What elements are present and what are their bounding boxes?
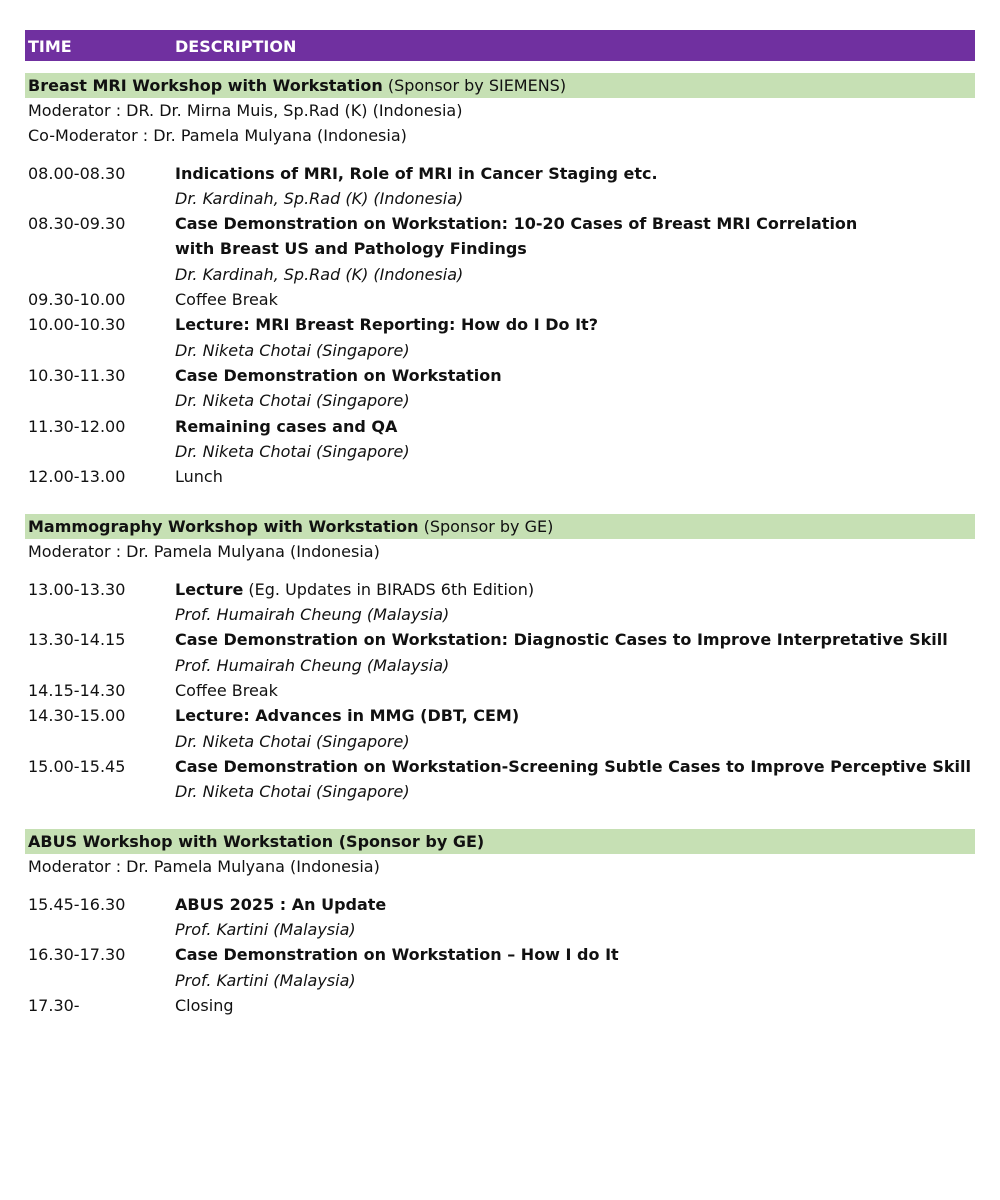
moderator-line: Co-Moderator : Dr. Pamela Mulyana (Indonesia) [28,126,407,146]
session-break: Coffee Break [175,680,278,700]
session-speaker: Dr. Niketa Chotai (Singapore) [175,340,410,360]
session-time: 14.30-15.00 [28,706,126,726]
agenda-sections [25,73,975,1018]
session-time: 11.30-12.00 [28,416,126,436]
moderator-line: Moderator : DR. Dr. Mirna Muis, Sp.Rad (K) (Indonesia) [28,101,463,120]
agenda-section [25,514,975,829]
session-title: Case Demonstration on Workstation – How I do It [175,945,619,965]
session-description [175,414,975,465]
session-title: Case Demonstration on Workstation: Diagnostic Cases to Improve Interpretative Skill [175,630,948,650]
session-speaker: Prof. Kartini (Malaysia) [175,970,356,990]
section-sponsor: (Sponsor by GE) [423,517,554,537]
session-time: 12.00-13.00 [28,467,126,487]
session-title: Remaining cases and QA [175,416,398,436]
session-time: 09.30-10.00 [28,290,126,310]
schedule-row [25,363,975,414]
session-description [175,627,975,678]
session-speaker: Dr. Niketa Chotai (Singapore) [175,731,410,751]
session-description [175,312,975,363]
session-time: 08.30-09.30 [28,214,126,234]
session-speaker: Dr. Kardinah, Sp.Rad (K) (Indonesia) [175,188,464,208]
session-title: Case Demonstration on Workstation-Screening Subtle Cases to Improve Perceptive Skill [175,756,971,776]
header-time: TIME [28,37,72,56]
session-speaker: Dr. Niketa Chotai (Singapore) [175,441,410,461]
session-title: Case Demonstration on Workstation: 10-20 Cases of Breast MRI Correlation [175,214,858,234]
session-time: 16.30-17.30 [28,945,126,965]
moderator-line: Moderator : Dr. Pamela Mulyana (Indonesia) [28,542,380,562]
section-name: ABUS Workshop with Workstation (Sponsor by GE) [28,832,485,852]
session-description [175,211,975,287]
schedule-row [25,161,975,212]
session-description [175,363,975,414]
schedule-row [25,678,975,703]
session-description [175,754,975,805]
session-time: 13.30-14.15 [28,630,126,650]
section-title [25,514,975,539]
session-break: Closing [175,995,234,1015]
session-time: 10.00-10.30 [28,315,126,335]
session-speaker: Prof. Humairah Cheung (Malaysia) [175,655,450,675]
session-title-continued: with Breast US and Pathology Findings [175,239,527,259]
session-time: 15.00-15.45 [28,756,126,776]
session-title: Case Demonstration on Workstation [175,365,502,385]
schedule-row [25,993,975,1018]
schedule-row [25,892,975,943]
schedule-row [25,627,975,678]
session-title: ABUS 2025 : An Update [175,894,387,914]
session-time: 17.30- [28,995,80,1015]
session-time: 15.45-16.30 [28,894,126,914]
session-description [175,464,975,489]
session-break: Coffee Break [175,290,278,310]
session-speaker: Dr. Niketa Chotai (Singapore) [175,391,410,411]
agenda-page [25,30,975,1018]
moderator-line: Moderator : Dr. Pamela Mulyana (Indonesia) [28,857,380,877]
session-title-note: (Eg. Updates in BIRADS 6th Edition) [243,579,535,599]
session-speaker: Prof. Humairah Cheung (Malaysia) [175,605,450,625]
schedule-row [25,942,975,993]
session-time: 13.00-13.30 [28,579,126,599]
session-speaker: Prof. Kartini (Malaysia) [175,920,356,940]
session-description [175,577,975,628]
session-description [175,993,975,1018]
session-speaker: Dr. Niketa Chotai (Singapore) [175,782,410,802]
section-name: Mammography Workshop with Workstation [28,517,419,537]
session-description [175,161,975,212]
schedule-row [25,703,975,754]
agenda-section [25,73,975,514]
schedule-row [25,287,975,312]
agenda-section [25,829,975,1018]
section-name: Breast MRI Workshop with Workstation [28,76,383,95]
session-description [175,892,975,943]
schedule-row [25,414,975,465]
section-sponsor: (Sponsor by SIEMENS) [387,76,567,95]
session-description [175,942,975,993]
section-title [25,829,975,854]
schedule-row [25,312,975,363]
session-description [175,287,975,312]
schedule-row [25,211,975,287]
session-title: Lecture: Advances in MMG (DBT, CEM) [175,706,520,726]
session-title: Lecture: MRI Breast Reporting: How do I Do It? [175,315,598,335]
session-title: Lecture [175,579,244,599]
schedule-row [25,577,975,628]
session-title: Indications of MRI, Role of MRI in Cancer Staging etc. [175,163,658,183]
header-description: DESCRIPTION [175,37,297,56]
schedule-row [25,754,975,805]
table-header [25,30,975,61]
session-description [175,678,975,703]
session-time: 08.00-08.30 [28,163,126,183]
schedule-row [25,464,975,489]
session-break: Lunch [175,467,223,487]
session-speaker: Dr. Kardinah, Sp.Rad (K) (Indonesia) [175,264,464,284]
session-time: 10.30-11.30 [28,365,126,385]
section-title [25,73,975,98]
session-time: 14.15-14.30 [28,680,126,700]
session-description [175,703,975,754]
